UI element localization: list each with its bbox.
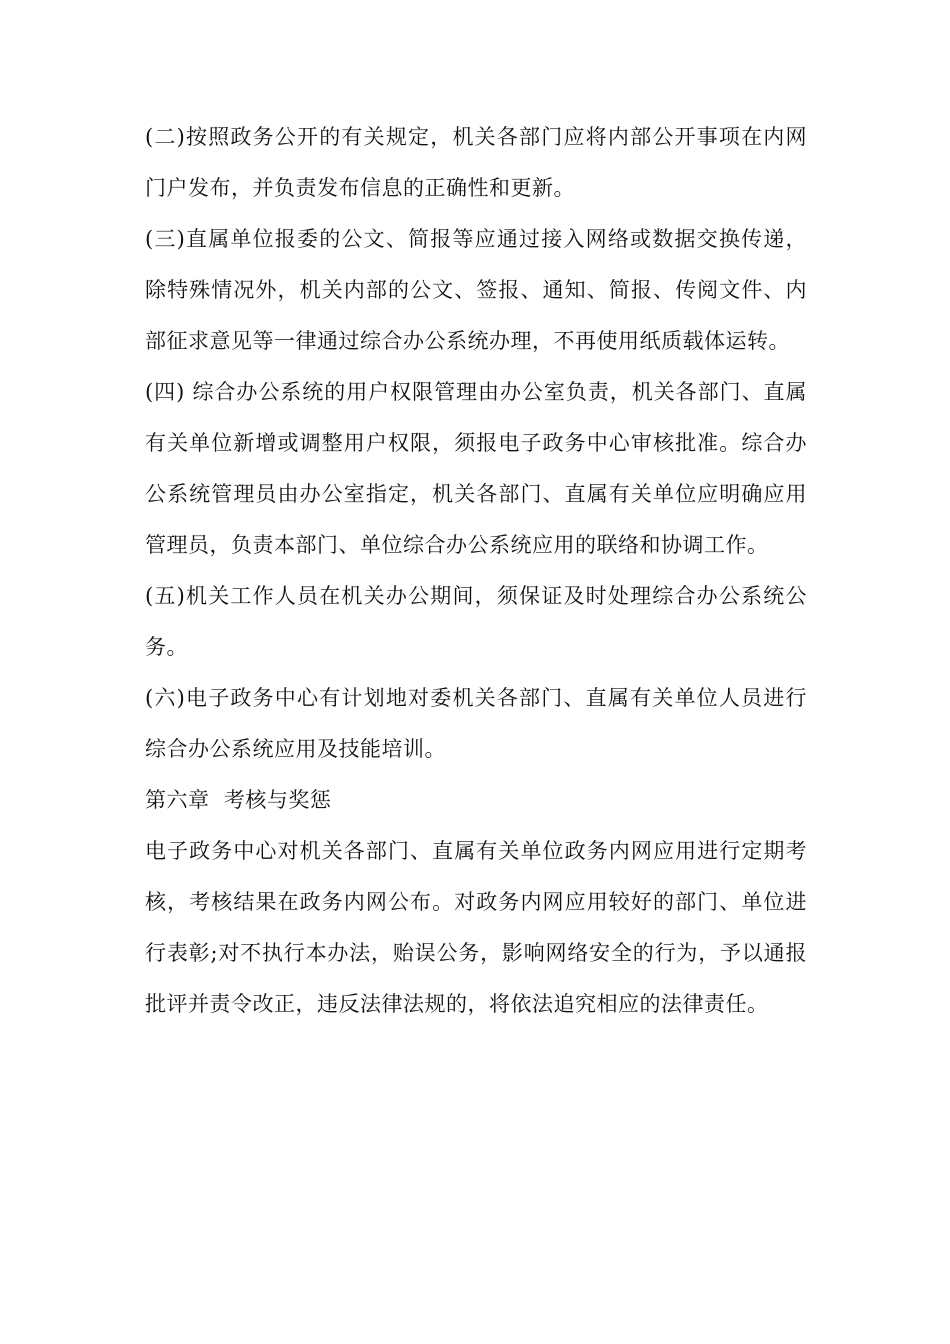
paragraph-item-3: (三)直属单位报委的公文、简报等应通过接入网络或数据交换传递，除特殊情况外，机关内部的公文、签报、通知、简报、传阅文件、内部征求意见等一律通过综合办公系统办理，不再使用纸质载体运转。 xyxy=(145,227,807,353)
document-body xyxy=(145,112,807,1030)
paragraph-item-6: (六)电子政务中心有计划地对委机关各部门、直属有关单位人员进行综合办公系统应用及技能培训。 xyxy=(145,686,807,761)
chapter-heading: 第六章 考核与奖惩 xyxy=(145,788,332,812)
paragraph-item-4: (四) 综合办公系统的用户权限管理由办公室负责，机关各部门、直属有关单位新增或调整用户权限，须报电子政务中心审核批准。综合办公系统管理员由办公室指定，机关各部门、直属有关单位应明确应用管理员，负责本部门、单位综合办公系统应用的联络和协调工作。 xyxy=(145,380,807,557)
paragraph-item-5: (五)机关工作人员在机关办公期间，须保证及时处理综合办公系统公务。 xyxy=(145,584,807,659)
chapter-body-paragraph: 电子政务中心对机关各部门、直属有关单位政务内网应用进行定期考核，考核结果在政务内网公布。对政务内网应用较好的部门、单位进行表彰;对不执行本办法，贻误公务，影响网络安全的行为，予以通报批评并责令改正，违反法律法规的，将依法追究相应的法律责任。 xyxy=(145,839,807,1016)
paragraph-item-2: (二)按照政务公开的有关规定，机关各部门应将内部公开事项在内网门户发布，并负责发布信息的正确性和更新。 xyxy=(145,125,807,200)
